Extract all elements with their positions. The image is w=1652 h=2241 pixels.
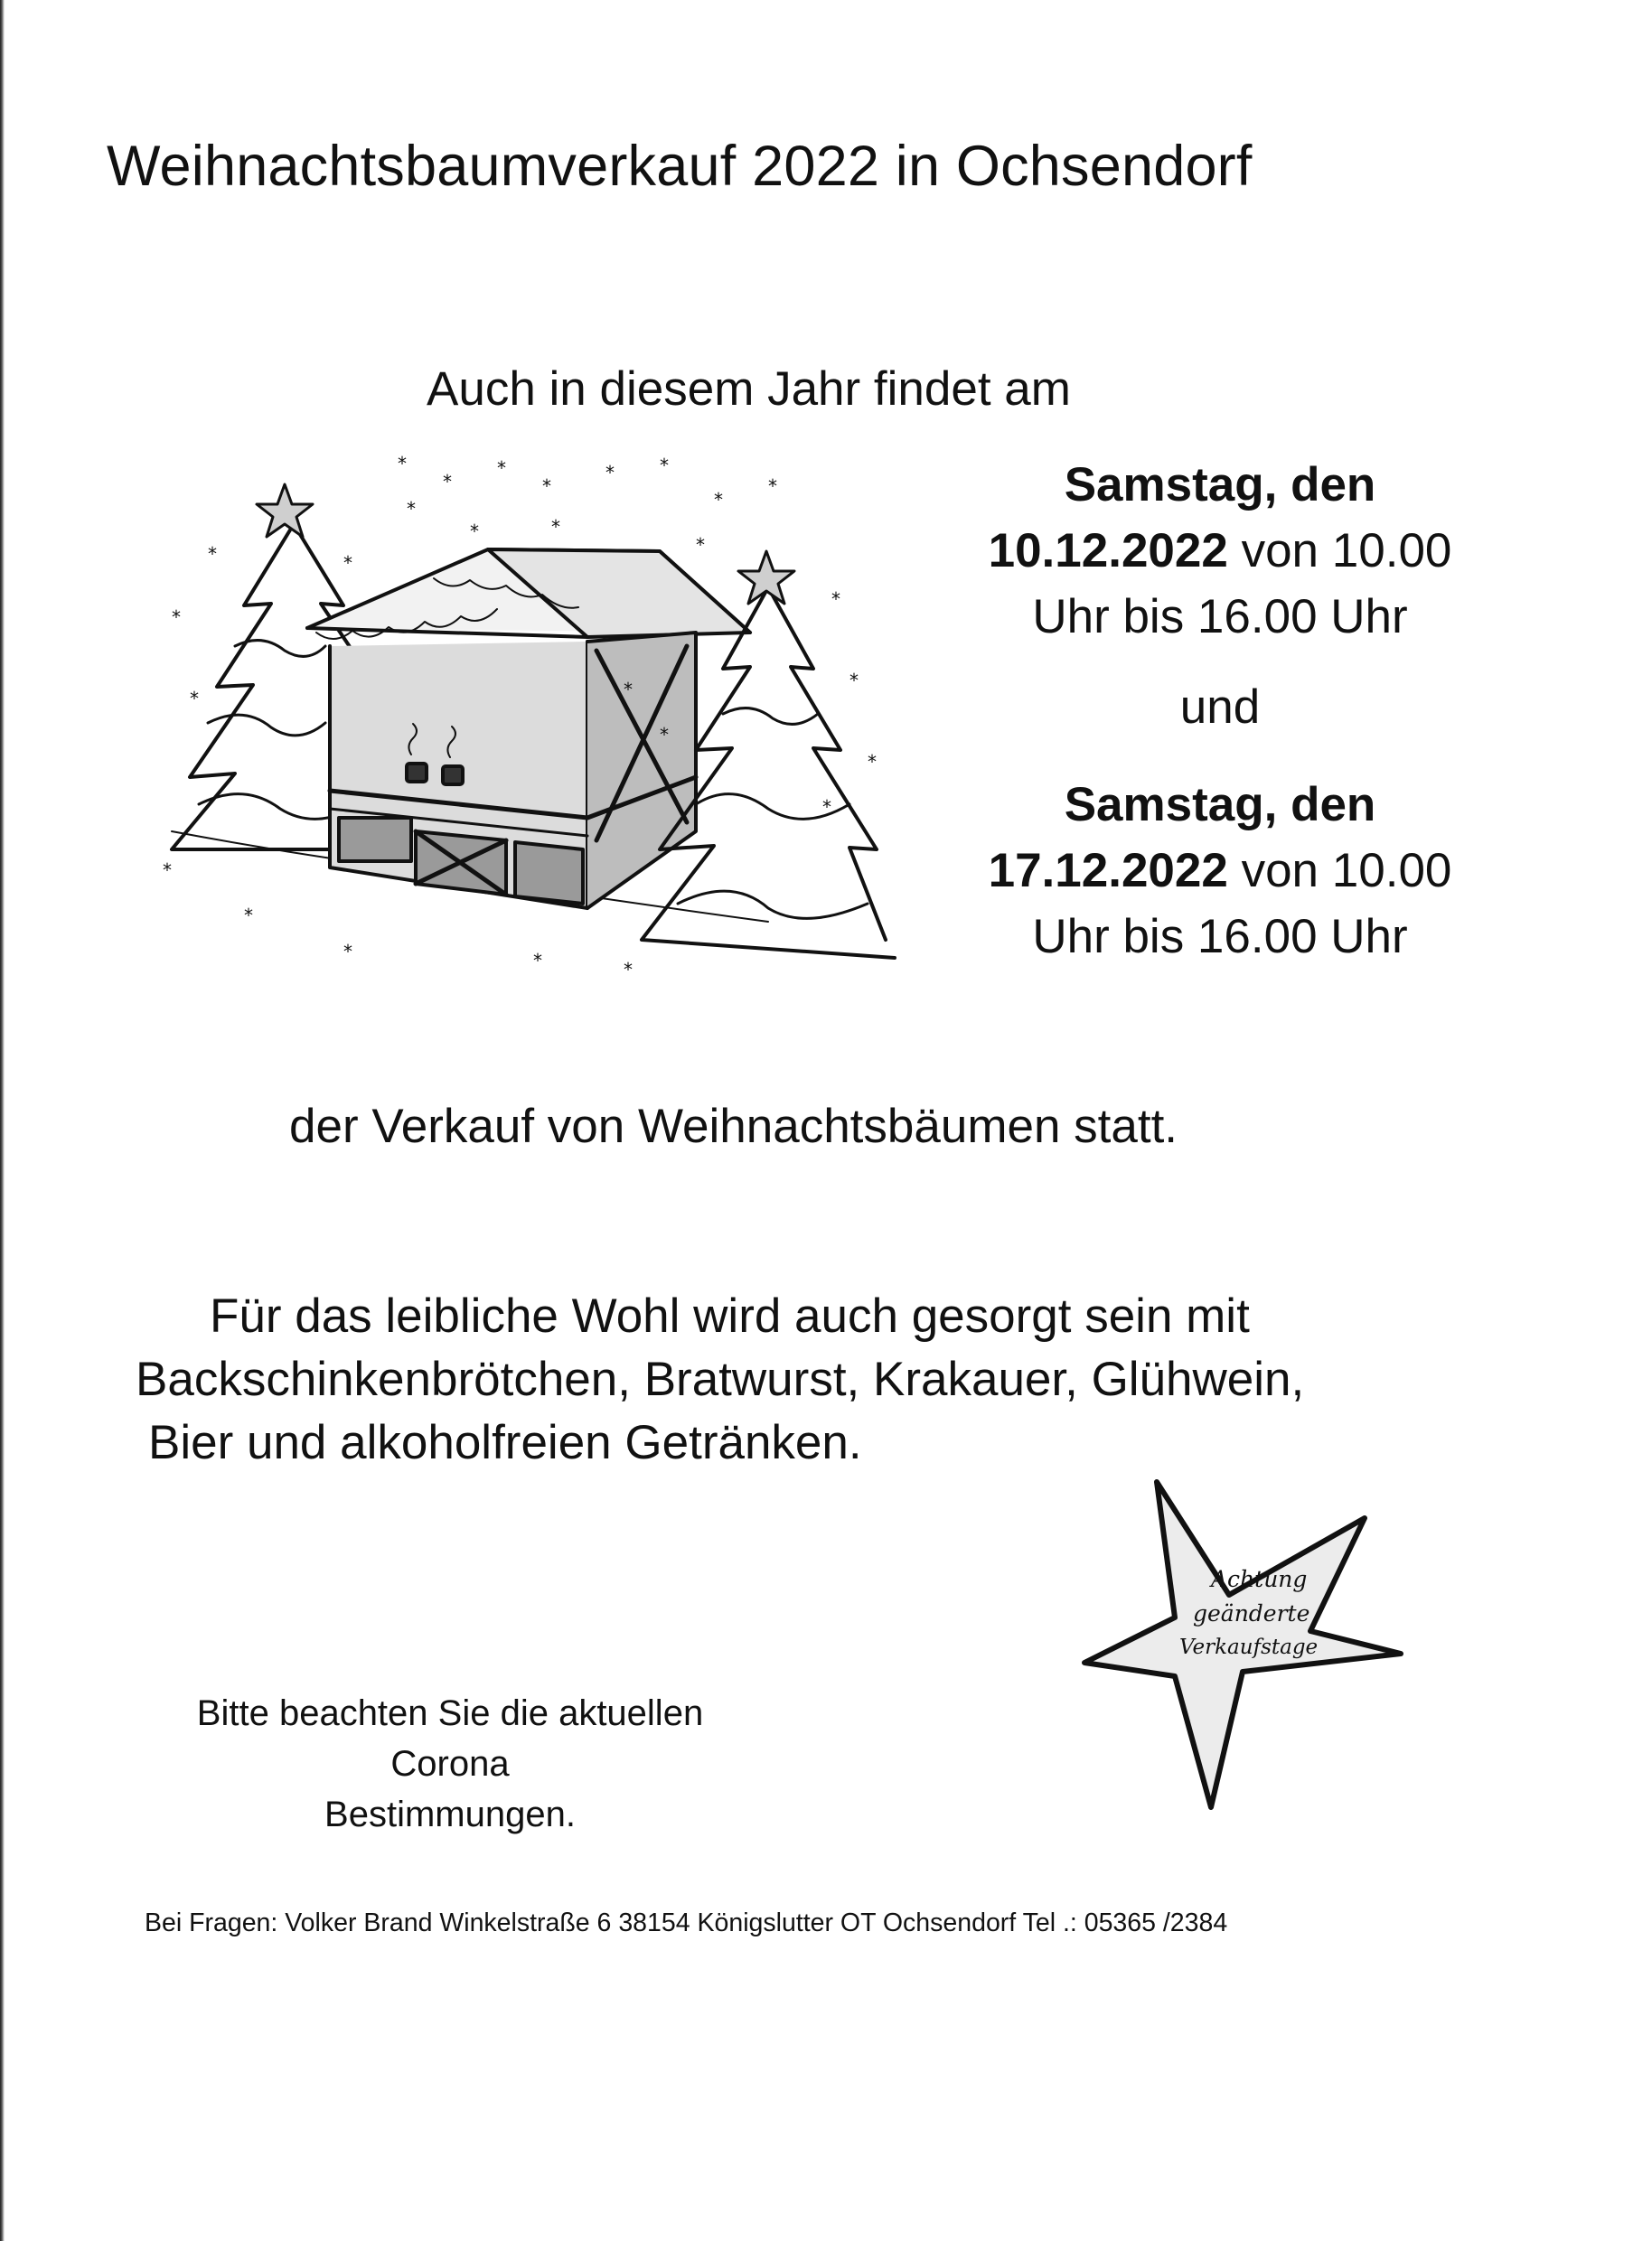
svg-text:*: * xyxy=(497,457,506,479)
date-1-weekday: Samstag, den xyxy=(1064,458,1376,511)
star-note-line-2: geänderte xyxy=(1193,1600,1310,1627)
intro-text: Auch in diesem Jahr findet am xyxy=(427,362,1071,416)
food-line: Bier und alkoholfreien Getränken. xyxy=(148,1416,862,1469)
svg-text:*: * xyxy=(163,859,172,881)
svg-text:*: * xyxy=(470,520,479,542)
star-note-line-1: Achtung xyxy=(1211,1566,1308,1592)
date-2-from: von 10.00 xyxy=(1227,844,1452,897)
svg-text:*: * xyxy=(660,724,669,745)
date-1-value: 10.12.2022 xyxy=(988,524,1228,577)
svg-text:*: * xyxy=(831,588,840,610)
svg-text:*: * xyxy=(822,796,831,818)
star-icon xyxy=(1075,1473,1419,1816)
date-2-value: 17.12.2022 xyxy=(988,844,1228,897)
svg-text:*: * xyxy=(768,475,777,497)
date-1-line xyxy=(940,518,1500,584)
svg-text:*: * xyxy=(533,950,542,971)
conjunction-text: und xyxy=(1179,680,1261,734)
svg-text:*: * xyxy=(624,959,633,980)
date-2-line xyxy=(940,838,1500,904)
date-1-from: von 10.00 xyxy=(1227,524,1452,577)
corona-note xyxy=(152,1688,748,1840)
event-text: der Verkauf von Weihnachtsbäumen statt. xyxy=(289,1100,1178,1153)
date-2-time: Uhr bis 16.00 Uhr xyxy=(1032,910,1408,963)
svg-text:*: * xyxy=(849,670,859,691)
corona-line: Bestimmungen. xyxy=(324,1795,576,1834)
svg-text:*: * xyxy=(343,552,352,574)
svg-text:*: * xyxy=(605,462,615,483)
svg-text:*: * xyxy=(696,534,705,556)
svg-text:*: * xyxy=(868,751,877,773)
corona-line: Bitte beachten Sie die aktuellen Corona xyxy=(196,1693,704,1784)
svg-text:*: * xyxy=(551,516,560,538)
svg-text:*: * xyxy=(443,471,452,492)
food-paragraph xyxy=(136,1285,1304,1475)
food-line: Backschinkenbrötchen, Bratwurst, Krakauer, Glühwein, xyxy=(136,1353,1305,1406)
svg-text:*: * xyxy=(190,688,199,709)
svg-text:*: * xyxy=(244,905,253,926)
date-1-time: Uhr bis 16.00 Uhr xyxy=(1032,590,1408,643)
svg-text:*: * xyxy=(407,498,416,520)
svg-text:*: * xyxy=(398,453,407,474)
christmas-market-stall-with-trees-icon xyxy=(136,452,913,1030)
svg-text:*: * xyxy=(714,489,723,511)
svg-text:*: * xyxy=(208,543,217,565)
date-block-2 xyxy=(940,772,1500,970)
date-2-weekday: Samstag, den xyxy=(1064,778,1376,831)
svg-text:*: * xyxy=(343,941,352,962)
scan-edge xyxy=(0,0,5,2241)
svg-text:*: * xyxy=(172,606,181,628)
svg-text:*: * xyxy=(660,455,669,476)
svg-text:*: * xyxy=(542,475,551,497)
star-note-line-3: Verkaufstage xyxy=(1179,1636,1319,1659)
page-title: Weihnachtsbaumverkauf 2022 in Ochsendorf xyxy=(107,135,1253,198)
food-line: Für das leibliche Wohl wird auch gesorgt sein mit xyxy=(210,1289,1250,1343)
svg-text:*: * xyxy=(624,679,633,700)
contact-line: Bei Fragen: Volker Brand Winkelstraße 6 38154 Königslutter OT Ochsendorf Tel .: 05365 /2384 xyxy=(145,1908,1228,1937)
date-block-1 xyxy=(940,452,1500,650)
